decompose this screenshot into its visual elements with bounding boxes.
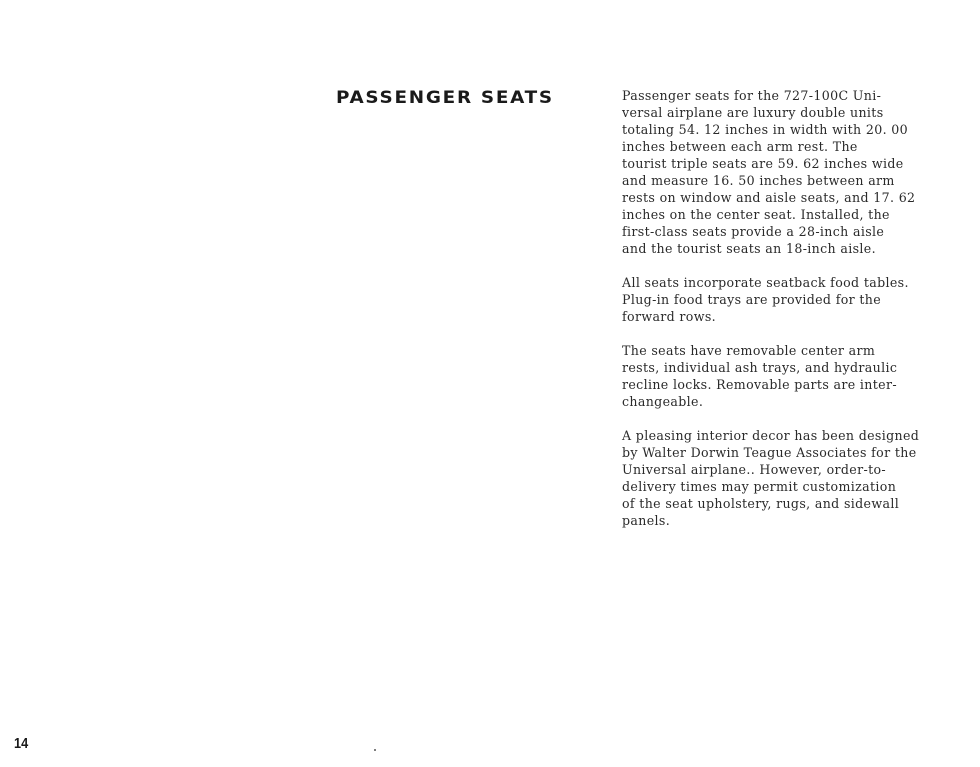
text-line: by Walter Dorwin Teague Associates for the bbox=[622, 445, 917, 460]
text-line: inches on the center seat. Installed, the bbox=[622, 207, 890, 222]
text-line: changeable. bbox=[622, 394, 704, 409]
scan-speck bbox=[374, 749, 376, 751]
text-line: versal airplane are luxury double units bbox=[622, 105, 884, 120]
paragraph bbox=[622, 87, 962, 257]
text-line: first-class seats provide a 28-inch aisle bbox=[622, 224, 885, 239]
text-line: tourist triple seats are 59. 62 inches wide bbox=[622, 156, 904, 171]
text-line: and the tourist seats an 18-inch aisle. bbox=[622, 241, 876, 256]
text-line: The seats have removable center arm bbox=[622, 343, 876, 358]
text-line: recline locks. Removable parts are inter- bbox=[622, 377, 897, 392]
paragraph bbox=[622, 342, 962, 410]
paragraph bbox=[622, 274, 962, 325]
section-heading: PASSENGER SEATS bbox=[336, 88, 554, 108]
paragraph bbox=[622, 427, 962, 529]
text-line: Universal airplane.. However, order-to- bbox=[622, 462, 887, 477]
text-line: Plug-in food trays are provided for the bbox=[622, 292, 882, 307]
text-line: inches between each arm rest. The bbox=[622, 139, 858, 154]
text-line: totaling 54. 12 inches in width with 20. 00 bbox=[622, 122, 908, 137]
text-line: and measure 16. 50 inches between arm bbox=[622, 173, 895, 188]
text-line: panels. bbox=[622, 513, 671, 528]
text-line: rests on window and aisle seats, and 17. 62 bbox=[622, 190, 916, 205]
text-line: Passenger seats for the 727-100C Uni- bbox=[622, 88, 882, 103]
text-line: rests, individual ash trays, and hydraulic bbox=[622, 360, 898, 375]
text-line: All seats incorporate seatback food tables. bbox=[622, 275, 909, 290]
body-text bbox=[622, 87, 962, 546]
text-line: delivery times may permit customization bbox=[622, 479, 897, 494]
text-line: of the seat upholstery, rugs, and sidewall bbox=[622, 496, 900, 511]
text-line: forward rows. bbox=[622, 309, 717, 324]
page-number: 14 bbox=[14, 735, 29, 752]
text-line: A pleasing interior decor has been designed bbox=[622, 428, 920, 443]
